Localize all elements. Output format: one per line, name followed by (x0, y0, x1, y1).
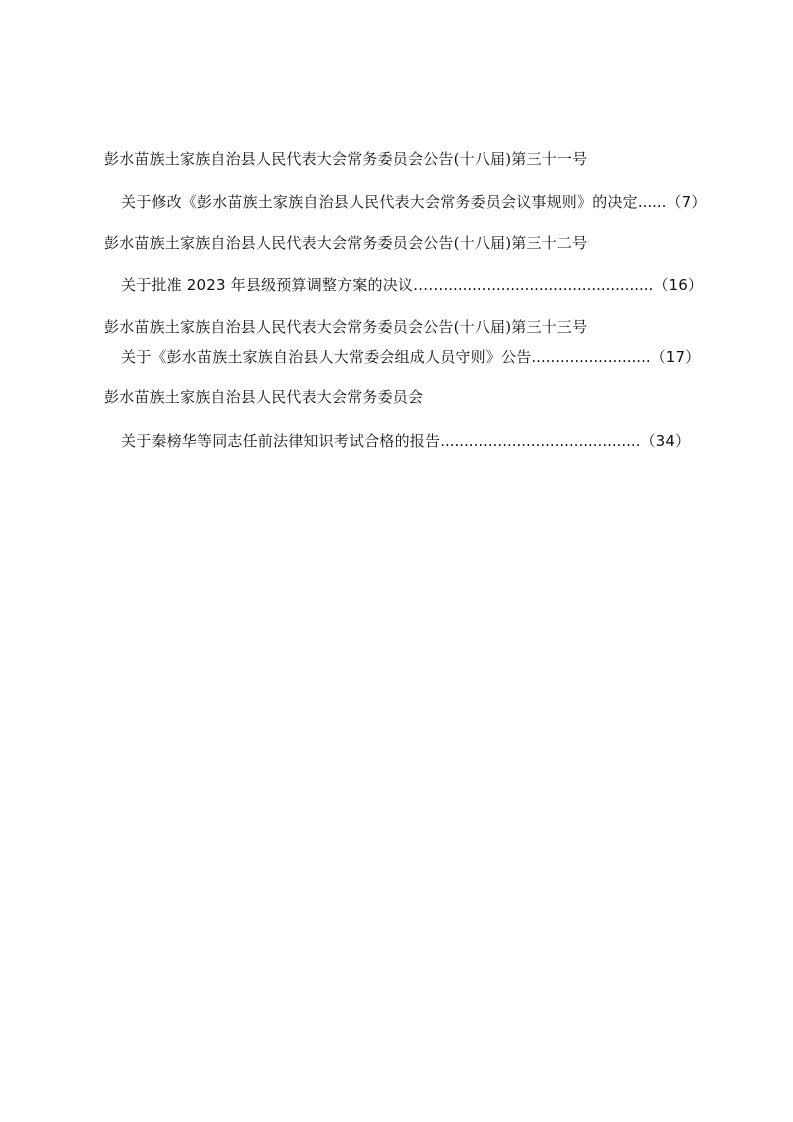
toc-entry-title: 关于《彭水苗族土家族自治县人大常委会组成人员守则》公告 (121, 348, 532, 366)
toc-heading-31: 彭水苗族土家族自治县人民代表大会常务委员会公告(十八届)第三十一号 (104, 150, 588, 168)
toc-dot-leader: ......................... (531, 348, 651, 366)
toc-entry-32[interactable] (121, 274, 703, 296)
toc-entry-title: 关于批准 2023 年县级预算调整方案的决议…… (121, 276, 444, 294)
toc-dot-leader: .......................................... (440, 432, 641, 450)
toc-page-number: （17） (650, 348, 701, 366)
toc-entry-33[interactable] (121, 346, 701, 368)
toc-entry-title: 关于秦榜华等同志任前法律知识考试合格的报告 (121, 432, 441, 450)
toc-page-number: （34） (640, 432, 691, 450)
toc-heading-32: 彭水苗族土家族自治县人民代表大会常务委员会公告(十八届)第三十二号 (104, 234, 588, 252)
toc-entry-31[interactable] (121, 191, 707, 213)
toc-entry-committee-report[interactable] (121, 430, 690, 452)
toc-dot-leader: ...... (637, 193, 667, 211)
toc-page-number: （16） (653, 276, 704, 294)
toc-page-number: （7） (666, 193, 707, 211)
toc-heading-33: 彭水苗族土家族自治县人民代表大会常务委员会公告(十八届)第三十三号 (104, 318, 588, 336)
toc-heading-committee: 彭水苗族土家族自治县人民代表大会常务委员会 (104, 388, 424, 406)
toc-dot-leader: ............................................ (443, 276, 654, 294)
toc-entry-title: 关于修改《彭水苗族土家族自治县人民代表大会常务委员会议事规则》的决定 (121, 193, 638, 211)
